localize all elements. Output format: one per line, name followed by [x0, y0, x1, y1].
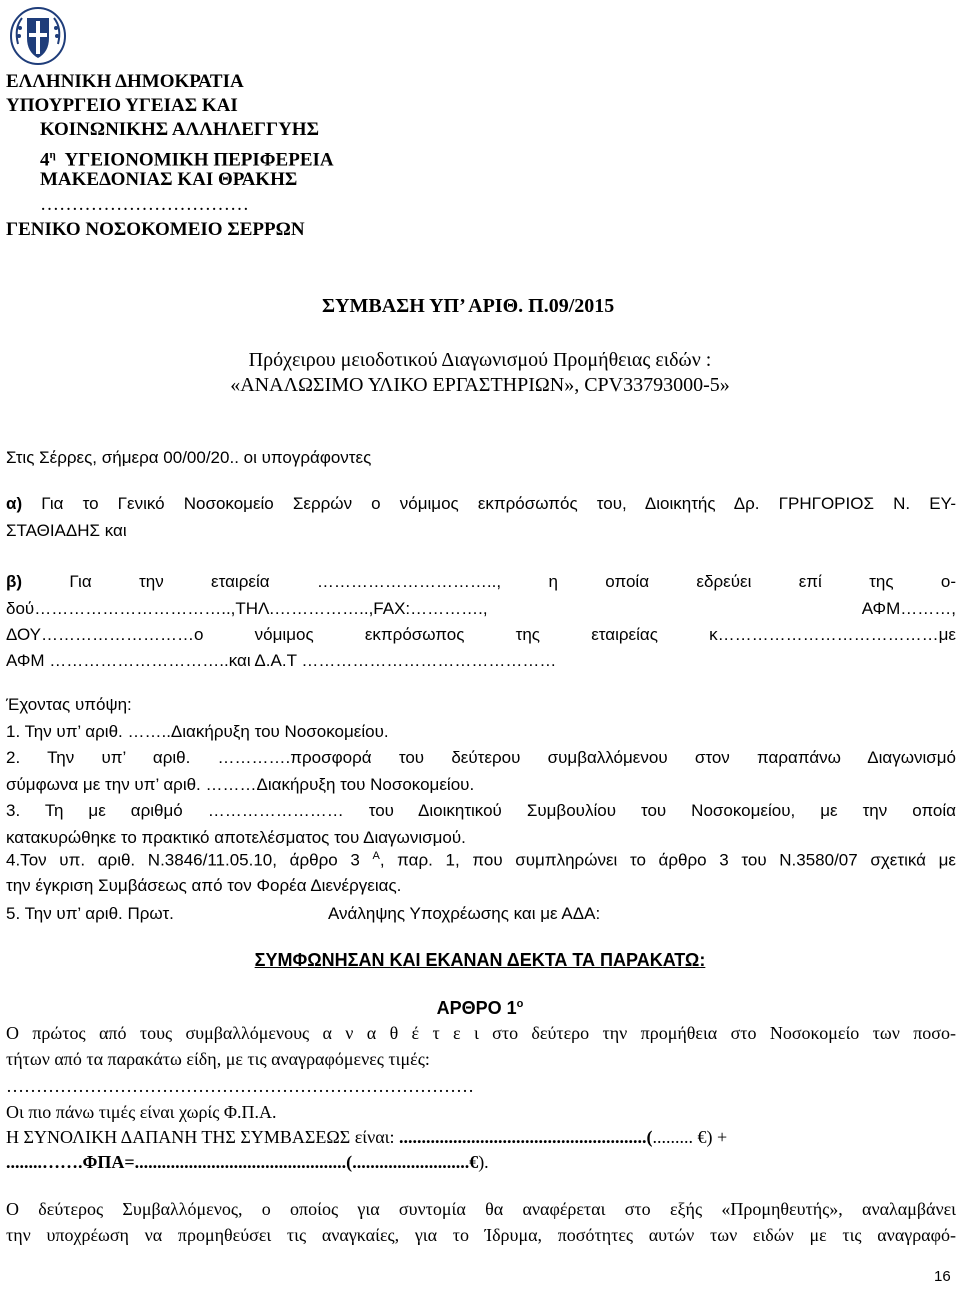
considering-item-2a: 2. Την υπ’ αριθ. ………….προσφορά του δεύτερου συμβαλλόμενου στον παραπάνω Διαγωνισμό [6, 748, 956, 767]
article-1-dots: …………………………………………………………………… [6, 1076, 474, 1096]
considering-item-4a: 4.Τον υπ. αριθ. Ν.3846/11.05.10, άρθρο 3 $^A$, παρ. 1, που συμπληρώνει το άρθρο 3 του Ν.3580/07 σχετικά με [6, 850, 956, 870]
article-1-p1b: τήτων από τα παρακάτω είδη, με τις αναγραφόμενες τιμές: [6, 1049, 430, 1069]
header-hospital: ΓΕΝΙΚΟ ΝΟΣΟΚΟΜΕΙΟ ΣΕΡΡΩΝ [6, 219, 305, 240]
party-a-line1: α) Για το Γενικό Νοσοκομείο Σερρών ο νόμιμος εκπρόσωπός του, Διοικητής Δρ. ΓΡΗΓΟΡΙΟΣ Ν. ΕΥ- [6, 494, 956, 513]
article-1-title: ΑΡΘΡΟ $1^o$ [436, 998, 524, 1018]
considering-heading: Έχοντας υπόψη: [6, 695, 132, 714]
considering-item-1: 1. Την υπ’ αριθ. ……..Διακήρυξη του Νοσοκομείου. [6, 722, 389, 741]
fpa-line: ........…….ΦΠΑ=...............................................(..........................€). [6, 1152, 489, 1172]
vat-note: Οι πιο πάνω τιμές είναι χωρίς Φ.Π.Α. [6, 1102, 277, 1122]
party-a-line2: ΣΤΑΘΙΑΔΗΣ και [6, 521, 127, 540]
article-1-p1a: Ο πρώτος από τους συμβαλλόμενους α ν α θ έ τ ε ι στο δεύτερο την προμήθεια στο Νοσοκομείο των ποσο- [6, 1023, 956, 1043]
header-country: ΕΛΛΗΝΙΚΗ ΔΗΜΟΚΡΑΤΙΑ [6, 71, 244, 92]
contract-number: ΣΥΜΒΑΣΗ ΥΠ’ ΑΡΙΘ. Π.09/2015 [322, 295, 615, 317]
considering-item-2b: σύμφωνα με την υπ’ αριθ. ………Διακήρυξη του Νοσοκομείου. [6, 775, 475, 794]
article-1-p2b: την υποχρέωση να προμηθεύσει τις αναγκαίες, για το Ίδρυμα, ποσότητες αυτών των ειδών με τις αναγραφό- [6, 1225, 956, 1245]
header-dots: …………………………… [40, 194, 249, 215]
header-health-region: $4^\eta$ ΥΓΕΙΟΝΟΜΙΚΗ ΠΕΡΙΦΕΡΕΙΑ [40, 149, 334, 171]
considering-item-3b: κατακυρώθηκε το πρακτικό αποτελέσματος του Διαγωνισμού. [6, 828, 466, 847]
header-ministry: ΥΠΟΥΡΓΕΙΟ ΥΓΕΙΑΣ ΚΑΙ [6, 95, 238, 116]
party-b-line2: δού……………………………..,ΤΗΛ.……………..,FAX:…………., ΑΦΜ………, [6, 599, 956, 618]
article-1-p2a: Ο δεύτερος Συμβαλλόμενος, ο οποίος για συντομία θα αναφέρεται στο εξής «Προμηθευτής», αναλαμβάνει [6, 1199, 956, 1219]
agreed-heading: ΣΥΜΦΩΝΗΣΑΝ ΚΑΙ ΕΚΑΝΑΝ ΔΕΚΤΑ ΤΑ ΠΑΡΑΚΑΤΩ: [254, 950, 706, 970]
greek-coat-of-arms-emblem [8, 6, 68, 66]
considering-item-5b: Ανάληψης Υποχρέωσης και με ΑΔΑ: [328, 904, 601, 923]
page-number: 16 [934, 1268, 951, 1285]
party-b-line1: β) Για την εταιρεία ………………………….., η οποία εδρεύει επί της ο- [6, 572, 956, 591]
header-ministry-2: ΚΟΙΝΩΝΙΚΗΣ ΑΛΛΗΛΕΓΓΥΗΣ [40, 119, 319, 140]
tender-item: «ΑΝΑΛΩΣΙΜΟ ΥΛΙΚΟ ΕΡΓΑΣΤΗΡΙΩΝ», CPV33793000-5» [230, 374, 730, 396]
total-cost-line: Η ΣΥΝΟΛΙΚΗ ΔΑΠΑΝΗ ΤΗΣ ΣΥΜΒΑΣΕΩΣ είναι: .......................................................(......... €) + [6, 1127, 728, 1147]
header-region-name: ΜΑΚΕΔΟΝΙΑΣ ΚΑΙ ΘΡΑΚΗΣ [40, 169, 298, 190]
party-b-line4: ΑΦΜ …………………………..και Δ.Α.Τ ……………………………………… [6, 651, 557, 670]
considering-item-5a: 5. Την υπ’ αριθ. Πρωτ. [6, 904, 174, 923]
considering-item-4b: την έγκριση Συμβάσεως από τον Φορέα Διενέργειας. [6, 876, 402, 895]
party-b-line3: ΔΟΥ………………………ο νόμιμος εκπρόσωπος της εταιρείας κ…………………………………με [6, 625, 956, 644]
tender-title: Πρόχειρου μειοδοτικού Διαγωνισμού Προμήθειας ειδών : [248, 349, 712, 371]
intro-line: Στις Σέρρες, σήμερα 00/00/20.. οι υπογράφοντες [6, 448, 372, 467]
considering-item-3a: 3. Τη με αριθμό …………………… του Διοικητικού Συμβουλίου του Νοσοκομείου, με την οποία [6, 801, 956, 820]
